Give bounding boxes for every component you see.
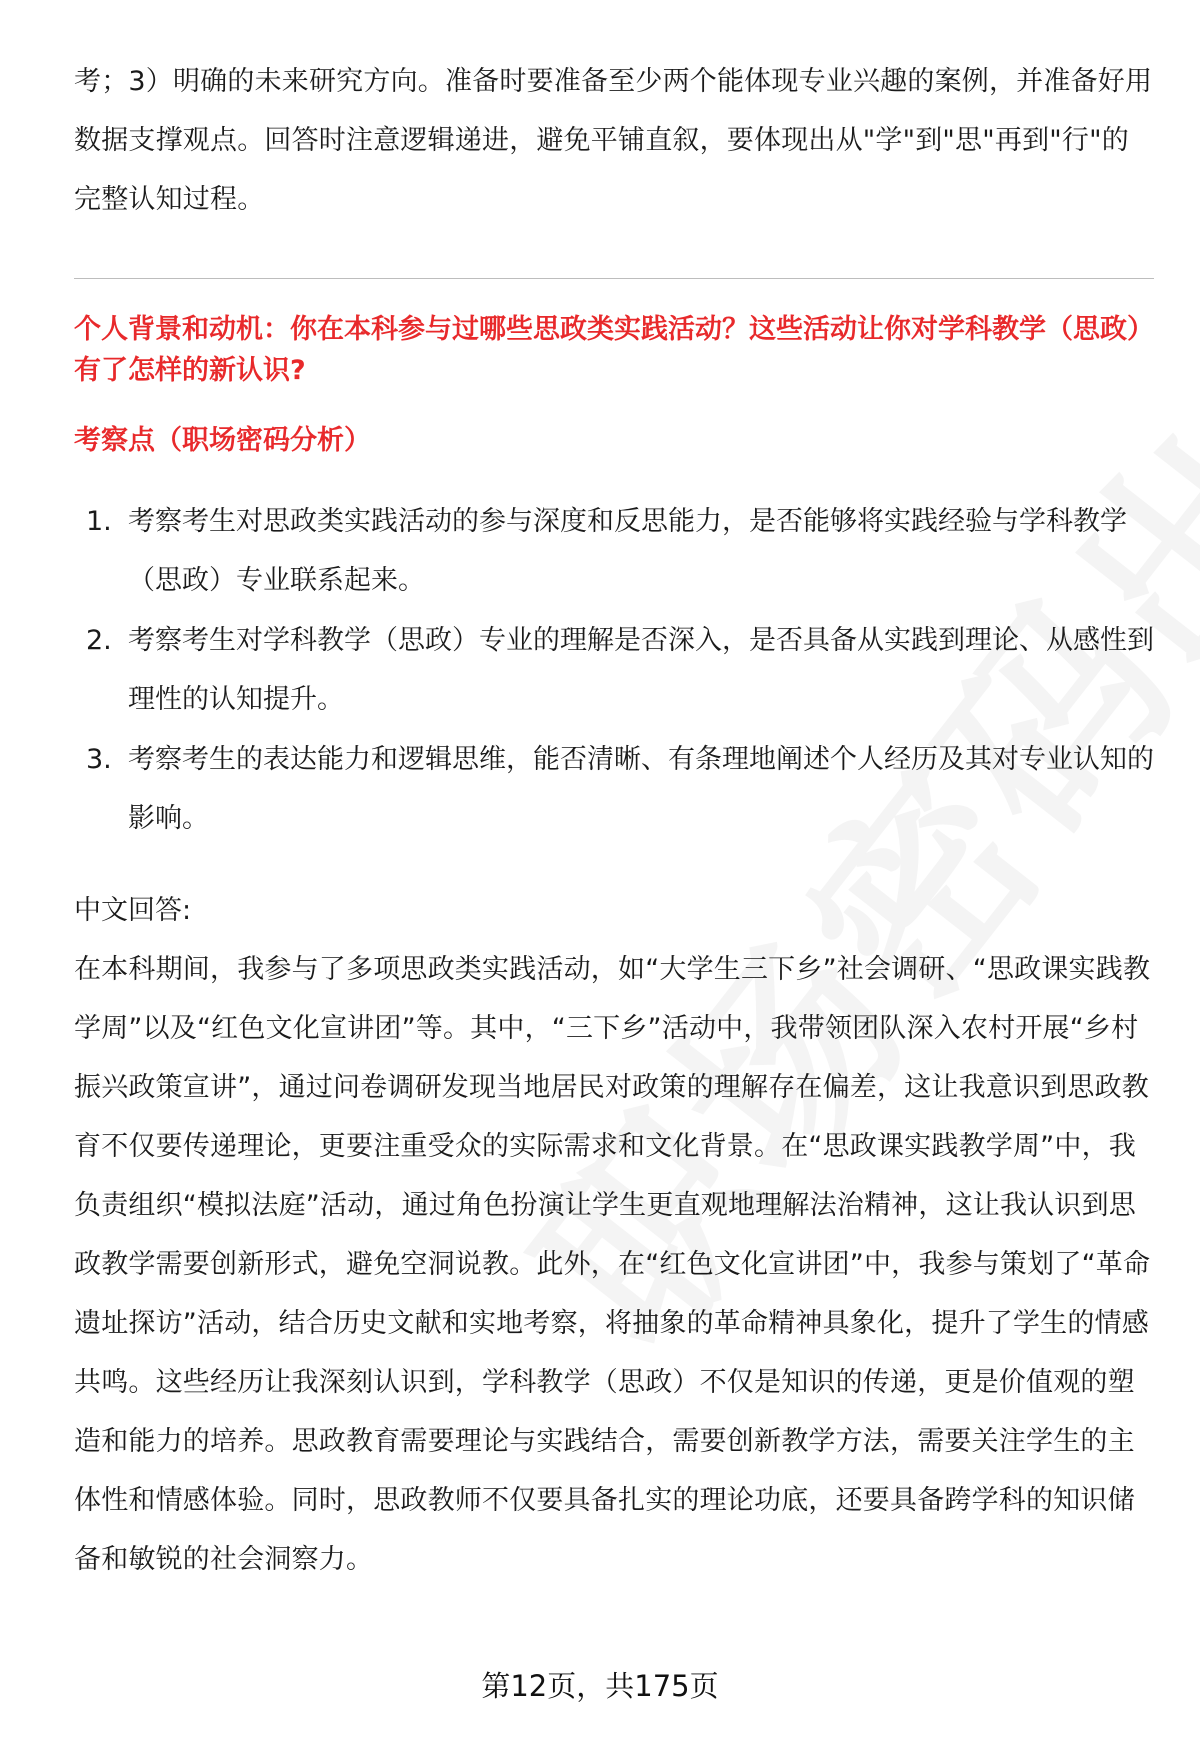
answer-label: 中文回答: bbox=[74, 895, 192, 926]
list-item-number: 2. bbox=[86, 625, 112, 656]
list-item-number: 3. bbox=[86, 744, 112, 775]
list-item-number: 1. bbox=[86, 506, 112, 537]
list-item bbox=[74, 492, 1154, 610]
list-item bbox=[74, 611, 1154, 729]
page-number-footer: 第12页，共175页 bbox=[481, 1669, 719, 1703]
section-divider bbox=[74, 278, 1154, 279]
question-heading: 个人背景和动机：你在本科参与过哪些思政类实践活动？这些活动让你对学科教学（思政）有了怎样的新认识? bbox=[74, 314, 1154, 386]
list-item-text: 考察考生对学科教学（思政）专业的理解是否深入，是否具备从实践到理论、从感性到理性的认知提升。 bbox=[128, 625, 1154, 715]
top-paragraph: 考；3）明确的未来研究方向。准备时要准备至少两个能体现专业兴趣的案例，并准备好用数据支撑观点。回答时注意逻辑递进，避免平铺直叙，要体现出从"学"到"思"再到"行"的完整认知过程。 bbox=[74, 66, 1153, 215]
answer-paragraph: 在本科期间，我参与了多项思政类实践活动，如“大学生三下乡”社会调研、“思政课实践教学周”以及“红色文化宣讲团”等。其中，“三下乡”活动中，我带领团队深入农村开展“乡村振兴政策宣讲”，通过问卷调研发现当地居民对政策的理解存在偏差，这让我意识到思政教育不仅要传递理论，更要注重受众的实际需求和文化背景。在“思政课实践教学周”中，我负责组织“模拟法庭”活动，通过角色扮演让学生更直观地理解法治精神，这让我认识到思政教学需要创新形式，避免空洞说教。此外，在“红色文化宣讲团”中，我参与策划了“革命遗址探访”活动，结合历史文献和实地考察，将抽象的革命精神具象化，提升了学生的情感共鸣。这些经历让我深刻认识到，学科教学（思政）不仅是知识的传递，更是价值观的塑造和能力的培养。思政教育需要理论与实践结合，需要创新教学方法，需要关注学生的主体性和情感体验。同时，思政教师不仅要具备扎实的理论功底，还要具备跨学科的知识储备和敏锐的社会洞察力。 bbox=[74, 954, 1151, 1575]
list-item-text: 考察考生的表达能力和逻辑思维，能否清晰、有条理地阐述个人经历及其对专业认知的影响。 bbox=[128, 744, 1154, 834]
assessment-points-heading: 考察点（职场密码分析） bbox=[74, 425, 371, 456]
list-item bbox=[74, 730, 1154, 848]
assessment-points-list bbox=[74, 492, 1154, 849]
list-item-text: 考察考生对思政类实践活动的参与深度和反思能力，是否能够将实践经验与学科教学（思政）专业联系起来。 bbox=[128, 506, 1127, 596]
